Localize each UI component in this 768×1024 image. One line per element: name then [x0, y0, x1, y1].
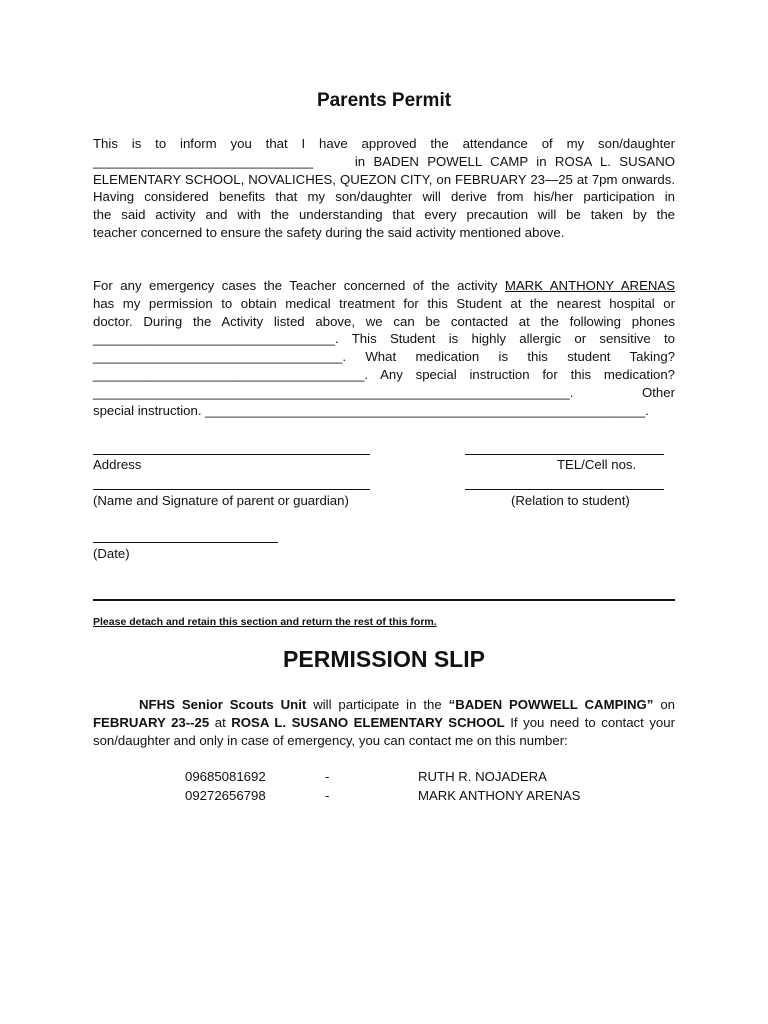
text-fragment: will participate in the: [306, 697, 449, 712]
contact-separator: -: [325, 787, 330, 803]
text-line: This is to inform you that I have approved the attendance of my son/daughter: [93, 136, 675, 151]
instruction-line[interactable]: _________________________________________________________________. Other: [93, 384, 675, 400]
slip-paragraph: [93, 696, 675, 749]
unit-name: NFHS Senior Scouts Unit: [139, 697, 307, 712]
text-fragment: For any emergency cases the Teacher concerned of the activity: [93, 278, 505, 293]
contact-row: [185, 787, 605, 806]
relation-signature-line[interactable]: [465, 489, 664, 490]
permit-title: Parents Permit: [316, 90, 452, 111]
contact-name: MARK ANTHONY ARENAS: [418, 787, 581, 803]
detach-note: Please detach and retain this section and return the rest of this form.: [93, 616, 437, 628]
event-name: “BADEN POWWELL CAMPING”: [448, 697, 654, 712]
allergy-line[interactable]: __________________________________. What medication is this student Taking?: [93, 349, 675, 365]
contact-number: 09685081692: [185, 769, 266, 784]
text-line: [93, 277, 675, 295]
permit-paragraph-1: [93, 135, 675, 242]
text-line: son/daughter and only in case of emergency, you can contact me on this number:: [93, 732, 568, 748]
contact-list: [185, 768, 605, 805]
date-signature-line[interactable]: [93, 542, 278, 543]
text-line: teacher concerned to ensure the safety during the said activity mentioned above.: [93, 224, 565, 240]
contact-row: [185, 768, 605, 787]
address-label: Address: [93, 457, 142, 472]
tel-signature-line[interactable]: [465, 454, 664, 455]
text-line: ELEMENTARY SCHOOL, NOVALICHES, QUEZON CITY, on FEBRUARY 23—25 at 7pm onwards.: [93, 171, 675, 187]
address-signature-line[interactable]: [93, 454, 370, 455]
slip-title: PERMISSION SLIP: [283, 646, 485, 672]
contact-name: RUTH R. NOJADERA: [418, 769, 547, 784]
special-instruction-line[interactable]: special instruction. ____________________________________________________________.: [93, 402, 649, 418]
phones-line[interactable]: _________________________________. This Student is highly allergic or sensitive to: [93, 331, 675, 347]
text-line: [93, 714, 675, 732]
school-name: ROSA L. SUSANO ELEMENTARY SCHOOL: [231, 714, 505, 730]
text-line: ______________________________ in BADEN POWELL CAMP in ROSA L. SUSANO: [93, 153, 675, 169]
medication-line[interactable]: _____________________________________. Any special instruction for this medication?: [93, 366, 675, 382]
contact-number: 09272656798: [185, 787, 266, 803]
tel-label: TEL/Cell nos.: [557, 457, 637, 472]
text-line: Having considered benefits that my son/daughter will derive from his/her participation in: [93, 189, 675, 205]
text-fragment: on: [653, 697, 675, 712]
text-line: has my permission to obtain medical treatment for this Student at the nearest hospital or: [93, 295, 675, 311]
text-line: the said activity and with the understanding that every precaution will be taken by the: [93, 207, 675, 223]
relation-label: (Relation to student): [511, 493, 630, 508]
date-label: (Date): [93, 546, 130, 561]
teacher-name: MARK ANTHONY ARENAS: [504, 278, 675, 293]
text-line: doctor. During the Activity listed above, we can be contacted at the following phones: [93, 313, 675, 329]
event-date: FEBRUARY 23--25: [93, 714, 210, 730]
text-fragment: If you need to contact your: [504, 714, 675, 730]
text-fragment: at: [209, 714, 232, 730]
permit-paragraph-2: [93, 277, 675, 419]
contact-separator: -: [325, 769, 330, 784]
parent-signature-line[interactable]: [93, 489, 370, 490]
text-line: [93, 696, 675, 714]
parent-name-label: (Name and Signature of parent or guardian): [93, 493, 349, 508]
detach-divider: [93, 599, 675, 601]
